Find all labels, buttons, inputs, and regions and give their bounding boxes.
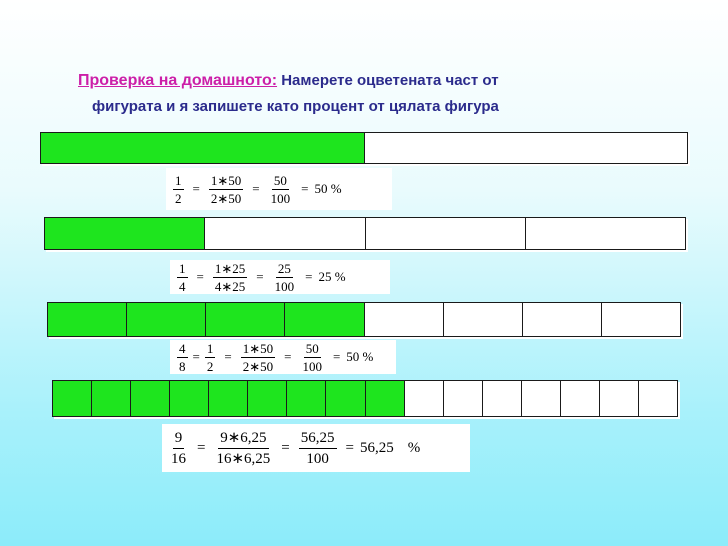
equation-eighths [170, 340, 396, 374]
fraction-bar-halves [40, 132, 688, 164]
filled-cell [92, 381, 131, 416]
filled-cell [248, 381, 287, 416]
empty-cell [639, 381, 677, 416]
percent-result: 50 % [314, 181, 342, 196]
denominator: 2 [175, 190, 182, 206]
fraction [273, 262, 297, 293]
fraction [269, 174, 293, 205]
numerator: 25 [277, 260, 291, 276]
empty-cell [483, 381, 522, 416]
empty-cell [600, 381, 639, 416]
denominator: 2 [206, 358, 214, 374]
equals-sign: = [332, 349, 341, 364]
fraction [205, 342, 216, 373]
fraction-bar-eighths [47, 302, 681, 337]
filled-cell [131, 381, 170, 416]
numerator: 9∗6,25 [218, 430, 268, 449]
equals-sign: = [196, 269, 204, 284]
percent-result: 56,25 [359, 439, 394, 456]
percent-result: 25 % [318, 269, 346, 284]
filled-cell [326, 381, 365, 416]
denominator: 16∗6,25 [216, 450, 271, 467]
instruction-title [78, 68, 638, 120]
equals-sign: = [192, 349, 200, 364]
numerator: 50 [305, 340, 319, 356]
equals-sign: = [197, 439, 206, 456]
empty-cell [405, 381, 444, 416]
fraction [300, 342, 324, 373]
equals-sign: = [252, 181, 260, 196]
denominator: 100 [270, 190, 291, 206]
denominator: 8 [179, 358, 186, 374]
empty-cell [526, 218, 685, 249]
empty-cell [561, 381, 600, 416]
numerator: 1∗50 [242, 340, 274, 356]
numerator: 56,25 [299, 430, 337, 449]
empty-cell [205, 218, 365, 249]
filled-cell [366, 381, 405, 416]
denominator: 4∗25 [214, 278, 246, 294]
empty-cell [523, 303, 602, 336]
equation-sixteenths [162, 424, 470, 472]
numerator: 1 [179, 260, 186, 276]
filled-cell [127, 303, 206, 336]
empty-cell [444, 303, 523, 336]
numerator: 1∗25 [214, 260, 246, 276]
filled-cell [53, 381, 92, 416]
empty-cell [522, 381, 561, 416]
denominator: 16 [171, 450, 186, 467]
fraction-bar-quarters [44, 217, 686, 250]
instruction-line-1: Намерете оцветената част от [281, 72, 499, 89]
empty-cell [365, 133, 688, 163]
denominator: 100 [302, 358, 322, 374]
empty-cell [444, 381, 483, 416]
numerator: 50 [273, 172, 287, 188]
instruction-line-2: фигурата и я запишете като процент от цялата фигура [92, 98, 499, 115]
equation-quarters [170, 260, 390, 294]
filled-cell [41, 133, 365, 163]
equals-sign: = [305, 269, 313, 284]
equals-sign: = [281, 439, 290, 456]
fraction [213, 262, 247, 293]
equation-halves [166, 168, 392, 210]
equals-sign: = [345, 439, 354, 456]
filled-cell [170, 381, 209, 416]
fraction [241, 342, 275, 373]
fraction [209, 174, 243, 205]
empty-cell [366, 218, 526, 249]
filled-cell [285, 303, 364, 336]
fraction-bar-sixteenths [52, 380, 678, 417]
denominator: 100 [274, 278, 295, 294]
denominator: 2∗50 [242, 358, 274, 374]
filled-cell [48, 303, 127, 336]
numerator: 9 [173, 430, 185, 449]
fraction [177, 262, 188, 293]
filled-cell [287, 381, 326, 416]
homework-keyword: Проверка на домашното: [78, 72, 278, 89]
equals-sign: = [301, 181, 309, 196]
denominator: 4 [179, 278, 186, 294]
filled-cell [45, 218, 205, 249]
fraction [214, 430, 272, 467]
denominator: 100 [306, 450, 329, 467]
equals-sign: = [256, 269, 264, 284]
numerator: 1 [206, 340, 214, 356]
equals-sign: = [192, 181, 200, 196]
equals-sign: = [224, 349, 232, 364]
numerator: 4 [179, 340, 186, 356]
fraction [177, 342, 188, 373]
filled-cell [209, 381, 248, 416]
filled-cell [206, 303, 285, 336]
denominator: 2∗50 [210, 190, 242, 206]
fraction [173, 174, 184, 205]
empty-cell [365, 303, 444, 336]
fraction [299, 430, 337, 467]
percent-result: 50 % [346, 349, 374, 364]
fraction [169, 430, 188, 467]
empty-cell [602, 303, 680, 336]
numerator: 1∗50 [210, 172, 242, 188]
percent-sign: % [407, 439, 421, 456]
equals-sign: = [284, 349, 292, 364]
numerator: 1 [175, 172, 182, 188]
